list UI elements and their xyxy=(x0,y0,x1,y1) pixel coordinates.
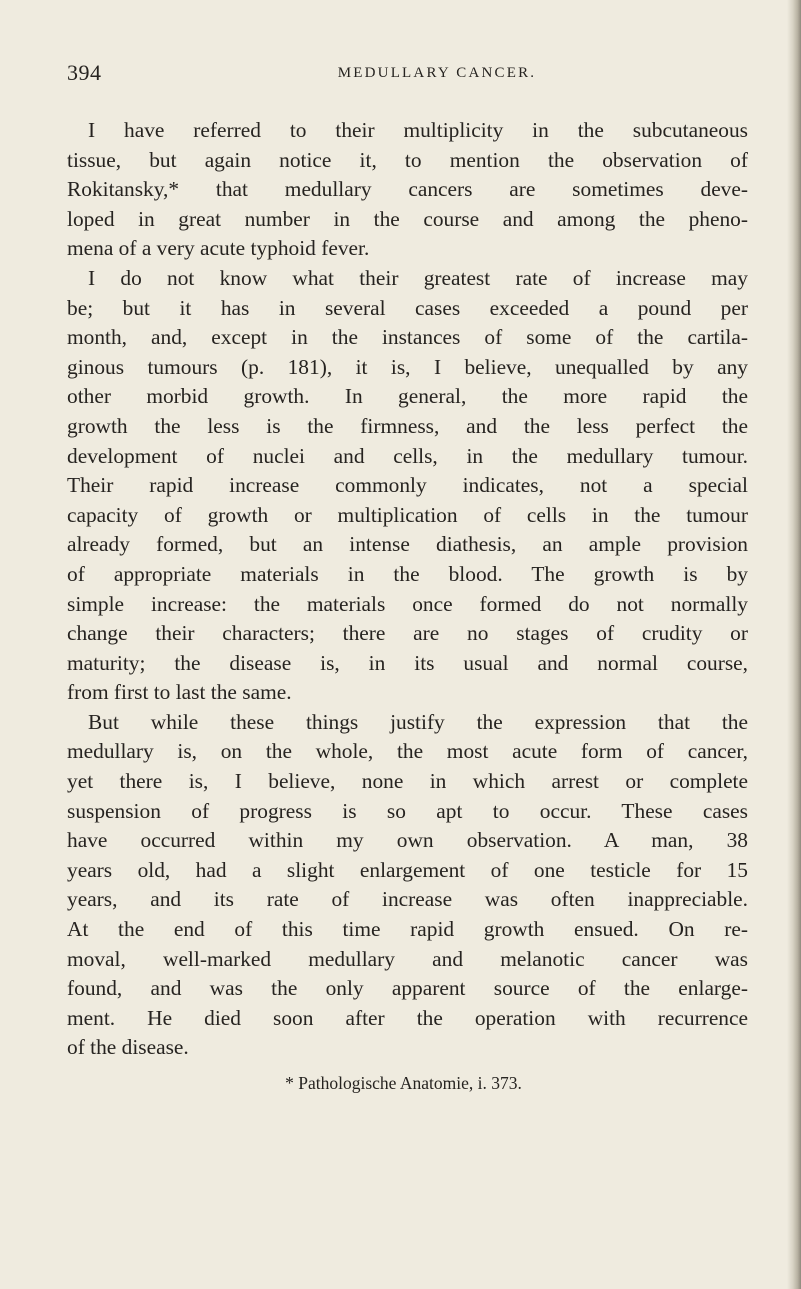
text-line: moval, well-marked medullary and melanotic cancer was xyxy=(67,946,748,971)
body-text xyxy=(67,116,748,1063)
text-line: of appropriate materials in the blood. The growth is by xyxy=(67,561,748,586)
text-line: Rokitansky,* that medullary cancers are sometimes deve- xyxy=(67,177,748,202)
text-line: ment. He died soon after the operation with recurrence xyxy=(67,1005,748,1030)
text-line: But while these things justify the expression that the xyxy=(88,709,748,734)
text-line: yet there is, I believe, none in which arrest or complete xyxy=(67,769,748,794)
text-line: simple increase: the materials once formed do not normally xyxy=(67,591,748,616)
text-line: growth the less is the firmness, and the less perfect the xyxy=(67,413,748,438)
text-line: of the disease. xyxy=(67,1035,189,1060)
text-line: from first to last the same. xyxy=(67,680,292,705)
text-line: other morbid growth. In general, the more rapid the xyxy=(67,384,748,409)
text-line: mena of a very acute typhoid fever. xyxy=(67,236,370,261)
footnote: * Pathologische Anatomie, i. 373. xyxy=(285,1073,522,1093)
text-line: At the end of this time rapid growth ensued. On re- xyxy=(67,917,748,942)
text-line: medullary is, on the whole, the most acute form of cancer, xyxy=(67,739,748,764)
text-line: years, and its rate of increase was often inappreciable. xyxy=(67,887,748,912)
text-line: I have referred to their multiplicity in the subcutaneous xyxy=(88,118,748,142)
text-line: tissue, but again notice it, to mention the observation of xyxy=(67,147,748,172)
text-line: found, and was the only apparent source of the enlarge- xyxy=(67,976,748,1001)
text-line: Their rapid increase commonly indicates, not a special xyxy=(67,473,748,498)
text-line: have occurred within my own observation. A man, 38 xyxy=(67,828,748,853)
text-line: be; but it has in several cases exceeded a pound per xyxy=(67,295,748,320)
text-line: I do not know what their greatest rate of increase may xyxy=(88,265,748,290)
text-line: maturity; the disease is, in its usual and normal course, xyxy=(67,650,748,675)
text-line: change their characters; there are no stages of crudity or xyxy=(67,621,748,646)
text-line: years old, had a slight enlargement of one testicle for 15 xyxy=(67,857,748,882)
running-title: MEDULLARY CANCER. xyxy=(337,65,537,81)
page-number: 394 xyxy=(67,60,102,85)
text-line: development of nuclei and cells, in the medullary tumour. xyxy=(67,443,748,468)
text-line: ginous tumours (p. 181), it is, I believe, unequalled by any xyxy=(67,354,748,379)
page-edge-shadow xyxy=(787,0,801,1289)
running-head xyxy=(67,60,747,90)
text-line: month, and, except in the instances of some of the cartila- xyxy=(67,325,748,350)
text-line: already formed, but an intense diathesis, an ample provision xyxy=(67,532,748,557)
text-line: loped in great number in the course and among the pheno- xyxy=(67,206,748,231)
text-line: suspension of progress is so apt to occur. These cases xyxy=(67,798,748,823)
text-line: capacity of growth or multiplication of cells in the tumour xyxy=(67,502,748,527)
